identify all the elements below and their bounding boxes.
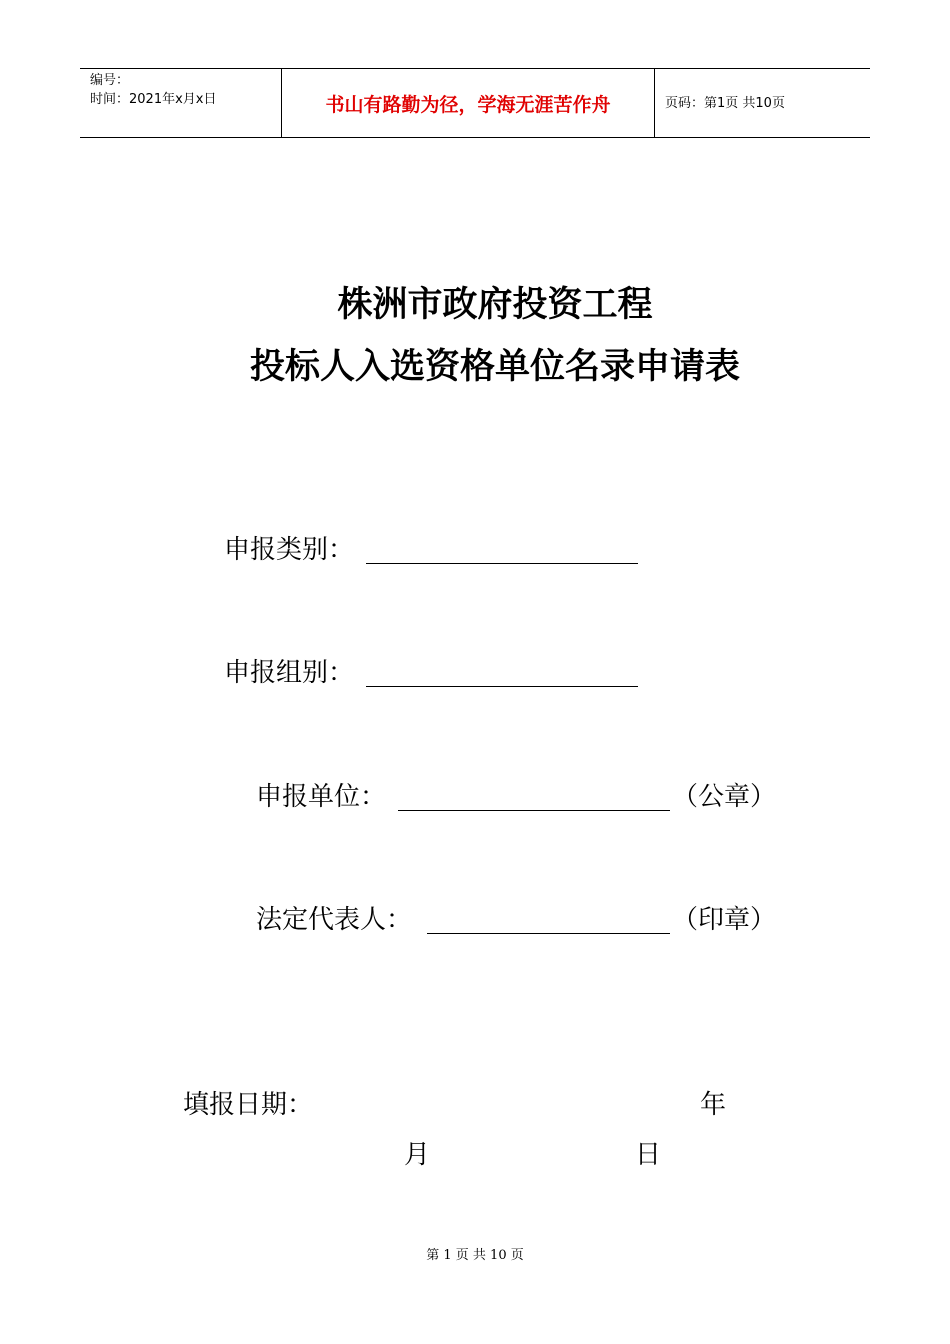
footer-page-number: 第 1 页 共 10 页 xyxy=(426,1248,524,1263)
unit-seal-note: （公章） xyxy=(672,782,777,812)
legal-rep-seal-note: （印章） xyxy=(672,905,777,935)
group-label: 申报组别： xyxy=(224,658,355,688)
header-table xyxy=(80,68,870,138)
unit-input-line[interactable] xyxy=(398,810,670,811)
group-input-line[interactable] xyxy=(366,686,638,687)
date-day-label: 日 xyxy=(635,1140,662,1170)
legal-rep-label: 法定代表人： xyxy=(256,905,413,935)
page-title-line-1: 株洲市政府投资工程 xyxy=(337,285,653,325)
header-meta-cell xyxy=(80,69,282,137)
page-title-line-2: 投标人入选资格单位名录申请表 xyxy=(249,347,740,387)
category-input-line[interactable] xyxy=(366,563,638,564)
date-month-label: 月 xyxy=(404,1140,431,1170)
unit-label: 申报单位： xyxy=(256,782,387,812)
header-motto-cell xyxy=(282,69,655,137)
legal-rep-input-line[interactable] xyxy=(427,933,670,934)
fill-date-label: 填报日期： xyxy=(183,1090,314,1120)
document-time-label: 时间：2021年x月x日 xyxy=(90,92,217,107)
header-page-info: 页码：第1页 共10页 xyxy=(665,96,785,111)
document-number-label: 编号： xyxy=(90,73,130,88)
header-page-cell xyxy=(655,69,870,137)
date-year-label: 年 xyxy=(700,1090,727,1120)
motto-text: 书山有路勤为径，学海无涯苦作舟 xyxy=(325,94,611,116)
category-label: 申报类别： xyxy=(224,535,355,565)
